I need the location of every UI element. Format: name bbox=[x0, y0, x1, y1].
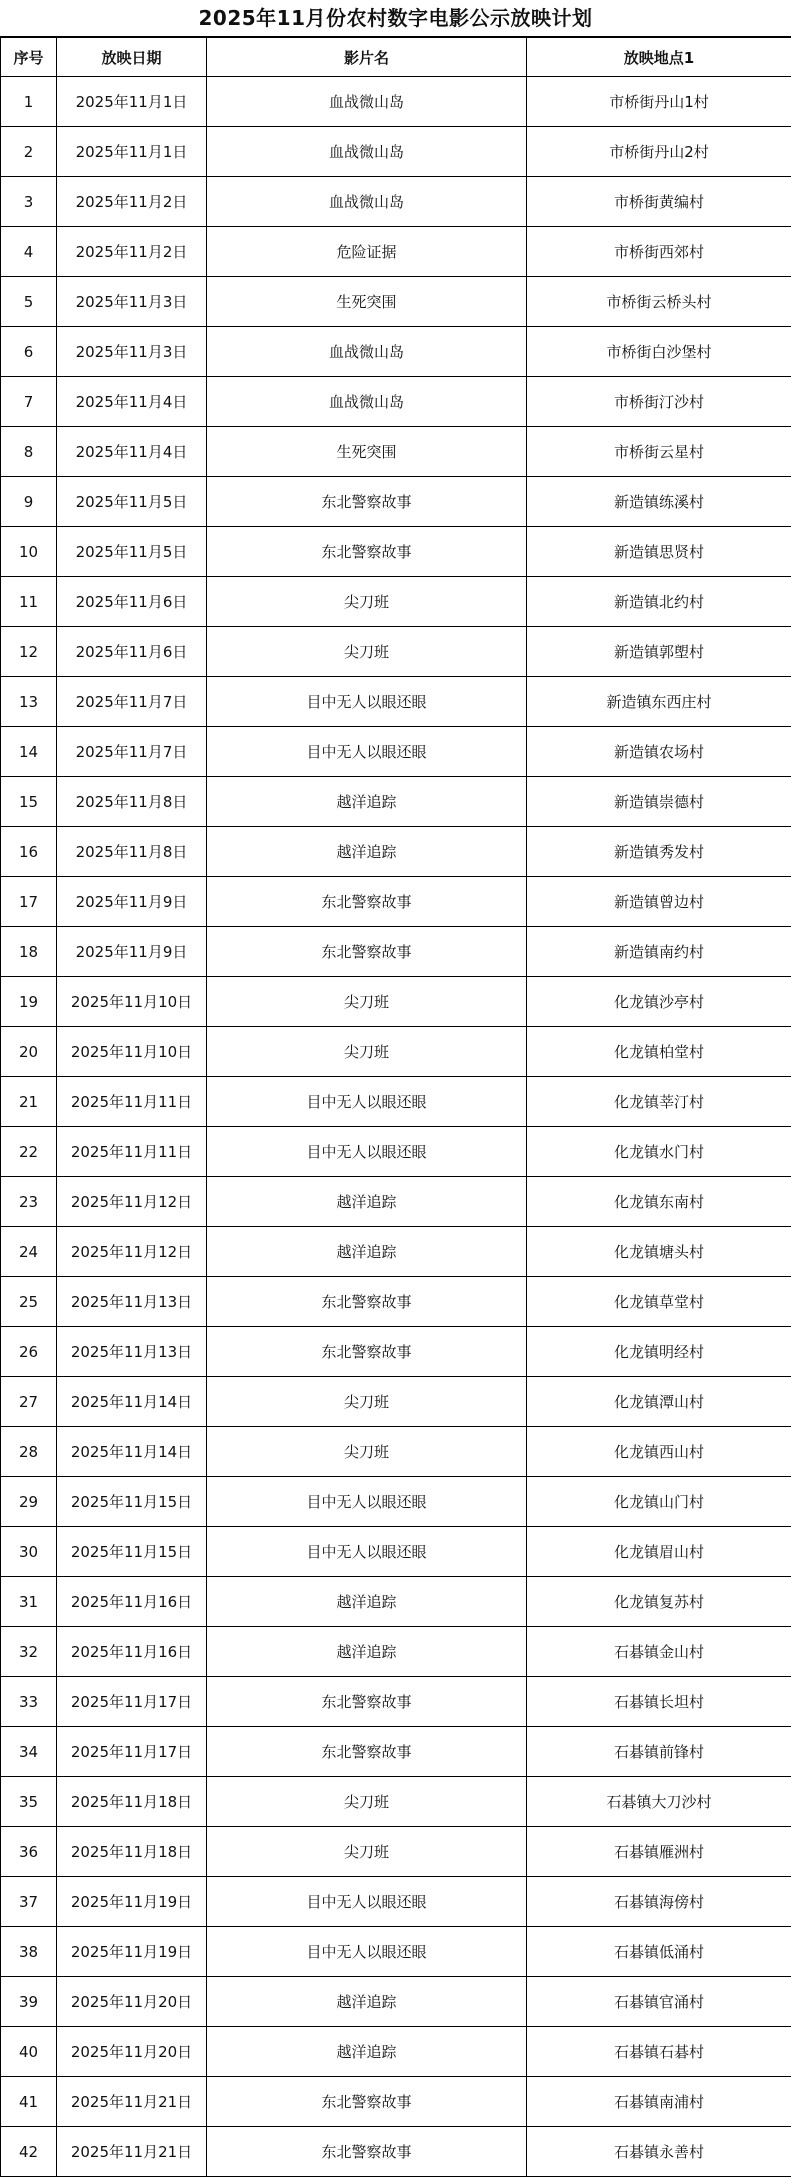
cell-number: 16 bbox=[1, 827, 57, 877]
cell-film: 尖刀班 bbox=[207, 577, 527, 627]
table-row bbox=[1, 1927, 791, 1977]
cell-film: 血战微山岛 bbox=[207, 377, 527, 427]
cell-date: 2025年11月2日 bbox=[57, 227, 207, 277]
cell-number: 34 bbox=[1, 1727, 57, 1777]
table-row bbox=[1, 1427, 791, 1477]
table-row bbox=[1, 1027, 791, 1077]
cell-film: 东北警察故事 bbox=[207, 527, 527, 577]
table-row bbox=[1, 677, 791, 727]
cell-date: 2025年11月1日 bbox=[57, 77, 207, 127]
cell-date: 2025年11月7日 bbox=[57, 677, 207, 727]
cell-location: 化龙镇潭山村 bbox=[527, 1377, 791, 1427]
cell-location: 化龙镇眉山村 bbox=[527, 1527, 791, 1577]
cell-location: 市桥街白沙堡村 bbox=[527, 327, 791, 377]
cell-date: 2025年11月18日 bbox=[57, 1827, 207, 1877]
cell-location: 新造镇秀发村 bbox=[527, 827, 791, 877]
cell-location: 化龙镇复苏村 bbox=[527, 1577, 791, 1627]
table-row bbox=[1, 927, 791, 977]
cell-number: 31 bbox=[1, 1577, 57, 1627]
cell-number: 21 bbox=[1, 1077, 57, 1127]
cell-number: 25 bbox=[1, 1277, 57, 1327]
cell-number: 22 bbox=[1, 1127, 57, 1177]
cell-film: 东北警察故事 bbox=[207, 2127, 527, 2177]
cell-date: 2025年11月14日 bbox=[57, 1427, 207, 1477]
table-row bbox=[1, 1977, 791, 2027]
cell-date: 2025年11月8日 bbox=[57, 777, 207, 827]
cell-location: 新造镇南约村 bbox=[527, 927, 791, 977]
cell-number: 32 bbox=[1, 1627, 57, 1677]
cell-date: 2025年11月21日 bbox=[57, 2127, 207, 2177]
cell-number: 28 bbox=[1, 1427, 57, 1477]
cell-number: 35 bbox=[1, 1777, 57, 1827]
cell-date: 2025年11月17日 bbox=[57, 1677, 207, 1727]
table-row bbox=[1, 377, 791, 427]
cell-number: 36 bbox=[1, 1827, 57, 1877]
cell-number: 27 bbox=[1, 1377, 57, 1427]
cell-number: 18 bbox=[1, 927, 57, 977]
table-row bbox=[1, 1577, 791, 1627]
table-row bbox=[1, 1527, 791, 1577]
cell-location: 石碁镇雁洲村 bbox=[527, 1827, 791, 1877]
cell-date: 2025年11月10日 bbox=[57, 977, 207, 1027]
cell-date: 2025年11月16日 bbox=[57, 1627, 207, 1677]
table-row bbox=[1, 477, 791, 527]
cell-film: 危险证据 bbox=[207, 227, 527, 277]
table-row bbox=[1, 2127, 791, 2177]
table-row bbox=[1, 577, 791, 627]
table-row bbox=[1, 877, 791, 927]
cell-film: 东北警察故事 bbox=[207, 1277, 527, 1327]
cell-film: 血战微山岛 bbox=[207, 327, 527, 377]
table-row bbox=[1, 1227, 791, 1277]
table-row bbox=[1, 427, 791, 477]
cell-location: 化龙镇草堂村 bbox=[527, 1277, 791, 1327]
cell-film: 越洋追踪 bbox=[207, 1977, 527, 2027]
cell-location: 化龙镇水门村 bbox=[527, 1127, 791, 1177]
table-row bbox=[1, 2077, 791, 2127]
cell-film: 越洋追踪 bbox=[207, 1577, 527, 1627]
cell-date: 2025年11月19日 bbox=[57, 1927, 207, 1977]
cell-location: 市桥街西郊村 bbox=[527, 227, 791, 277]
cell-number: 33 bbox=[1, 1677, 57, 1727]
cell-date: 2025年11月15日 bbox=[57, 1477, 207, 1527]
table-row bbox=[1, 727, 791, 777]
cell-film: 目中无人以眼还眼 bbox=[207, 1927, 527, 1977]
cell-film: 东北警察故事 bbox=[207, 877, 527, 927]
cell-film: 目中无人以眼还眼 bbox=[207, 1527, 527, 1577]
cell-number: 40 bbox=[1, 2027, 57, 2077]
table-row bbox=[1, 1327, 791, 1377]
table-row bbox=[1, 827, 791, 877]
cell-date: 2025年11月20日 bbox=[57, 1977, 207, 2027]
cell-film: 目中无人以眼还眼 bbox=[207, 1477, 527, 1527]
cell-date: 2025年11月6日 bbox=[57, 627, 207, 677]
cell-location: 石碁镇官涌村 bbox=[527, 1977, 791, 2027]
cell-location: 市桥街丹山2村 bbox=[527, 127, 791, 177]
table-row bbox=[1, 77, 791, 127]
cell-date: 2025年11月20日 bbox=[57, 2027, 207, 2077]
cell-date: 2025年11月4日 bbox=[57, 377, 207, 427]
table-row bbox=[1, 1777, 791, 1827]
cell-location: 新造镇崇德村 bbox=[527, 777, 791, 827]
cell-location: 化龙镇沙亭村 bbox=[527, 977, 791, 1027]
cell-date: 2025年11月16日 bbox=[57, 1577, 207, 1627]
table-row bbox=[1, 1377, 791, 1427]
cell-film: 目中无人以眼还眼 bbox=[207, 727, 527, 777]
cell-number: 3 bbox=[1, 177, 57, 227]
cell-date: 2025年11月1日 bbox=[57, 127, 207, 177]
cell-film: 越洋追踪 bbox=[207, 1627, 527, 1677]
cell-date: 2025年11月19日 bbox=[57, 1877, 207, 1927]
cell-date: 2025年11月18日 bbox=[57, 1777, 207, 1827]
cell-number: 1 bbox=[1, 77, 57, 127]
cell-location: 新造镇农场村 bbox=[527, 727, 791, 777]
cell-date: 2025年11月5日 bbox=[57, 527, 207, 577]
cell-number: 6 bbox=[1, 327, 57, 377]
cell-location: 化龙镇西山村 bbox=[527, 1427, 791, 1477]
cell-location: 石碁镇永善村 bbox=[527, 2127, 791, 2177]
cell-location: 石碁镇低涌村 bbox=[527, 1927, 791, 1977]
table-row bbox=[1, 177, 791, 227]
cell-number: 30 bbox=[1, 1527, 57, 1577]
cell-location: 石碁镇大刀沙村 bbox=[527, 1777, 791, 1827]
table-row bbox=[1, 1727, 791, 1777]
cell-number: 10 bbox=[1, 527, 57, 577]
cell-date: 2025年11月6日 bbox=[57, 577, 207, 627]
table-row bbox=[1, 777, 791, 827]
table-row bbox=[1, 527, 791, 577]
cell-date: 2025年11月10日 bbox=[57, 1027, 207, 1077]
cell-date: 2025年11月11日 bbox=[57, 1127, 207, 1177]
cell-location: 市桥街丹山1村 bbox=[527, 77, 791, 127]
cell-location: 新造镇北约村 bbox=[527, 577, 791, 627]
cell-number: 26 bbox=[1, 1327, 57, 1377]
cell-location: 新造镇思贤村 bbox=[527, 527, 791, 577]
cell-location: 石碁镇金山村 bbox=[527, 1627, 791, 1677]
cell-date: 2025年11月11日 bbox=[57, 1077, 207, 1127]
table-row bbox=[1, 1827, 791, 1877]
cell-date: 2025年11月21日 bbox=[57, 2077, 207, 2127]
cell-film: 尖刀班 bbox=[207, 1377, 527, 1427]
cell-number: 4 bbox=[1, 227, 57, 277]
column-header-date: 放映日期 bbox=[57, 38, 207, 77]
cell-date: 2025年11月14日 bbox=[57, 1377, 207, 1427]
cell-number: 2 bbox=[1, 127, 57, 177]
cell-location: 新造镇曾边村 bbox=[527, 877, 791, 927]
cell-date: 2025年11月5日 bbox=[57, 477, 207, 527]
cell-location: 市桥街黄编村 bbox=[527, 177, 791, 227]
cell-film: 越洋追踪 bbox=[207, 827, 527, 877]
cell-film: 目中无人以眼还眼 bbox=[207, 677, 527, 727]
cell-number: 17 bbox=[1, 877, 57, 927]
cell-date: 2025年11月17日 bbox=[57, 1727, 207, 1777]
table-row bbox=[1, 1127, 791, 1177]
table-row bbox=[1, 1677, 791, 1727]
cell-location: 新造镇郭塱村 bbox=[527, 627, 791, 677]
table-row bbox=[1, 1077, 791, 1127]
cell-film: 目中无人以眼还眼 bbox=[207, 1877, 527, 1927]
cell-date: 2025年11月3日 bbox=[57, 277, 207, 327]
cell-date: 2025年11月12日 bbox=[57, 1227, 207, 1277]
cell-location: 新造镇练溪村 bbox=[527, 477, 791, 527]
column-header-film: 影片名 bbox=[207, 38, 527, 77]
cell-film: 东北警察故事 bbox=[207, 477, 527, 527]
cell-film: 尖刀班 bbox=[207, 1827, 527, 1877]
table-row bbox=[1, 1177, 791, 1227]
cell-film: 生死突围 bbox=[207, 277, 527, 327]
cell-film: 尖刀班 bbox=[207, 977, 527, 1027]
cell-film: 生死突围 bbox=[207, 427, 527, 477]
cell-film: 东北警察故事 bbox=[207, 2077, 527, 2127]
cell-location: 化龙镇东南村 bbox=[527, 1177, 791, 1227]
cell-location: 石碁镇前锋村 bbox=[527, 1727, 791, 1777]
cell-location: 化龙镇柏堂村 bbox=[527, 1027, 791, 1077]
table-row bbox=[1, 1277, 791, 1327]
cell-date: 2025年11月13日 bbox=[57, 1327, 207, 1377]
cell-film: 血战微山岛 bbox=[207, 177, 527, 227]
table-row bbox=[1, 1877, 791, 1927]
cell-film: 尖刀班 bbox=[207, 1027, 527, 1077]
cell-location: 化龙镇山门村 bbox=[527, 1477, 791, 1527]
cell-location: 石碁镇石碁村 bbox=[527, 2027, 791, 2077]
cell-number: 12 bbox=[1, 627, 57, 677]
cell-film: 越洋追踪 bbox=[207, 1177, 527, 1227]
cell-number: 20 bbox=[1, 1027, 57, 1077]
cell-film: 东北警察故事 bbox=[207, 927, 527, 977]
cell-date: 2025年11月4日 bbox=[57, 427, 207, 477]
column-header-number: 序号 bbox=[1, 38, 57, 77]
cell-location: 化龙镇莘汀村 bbox=[527, 1077, 791, 1127]
cell-number: 24 bbox=[1, 1227, 57, 1277]
table-row bbox=[1, 2027, 791, 2077]
cell-number: 5 bbox=[1, 277, 57, 327]
cell-number: 42 bbox=[1, 2127, 57, 2177]
cell-date: 2025年11月12日 bbox=[57, 1177, 207, 1227]
cell-film: 越洋追踪 bbox=[207, 1227, 527, 1277]
cell-film: 越洋追踪 bbox=[207, 2027, 527, 2077]
cell-date: 2025年11月9日 bbox=[57, 877, 207, 927]
cell-number: 13 bbox=[1, 677, 57, 727]
cell-film: 尖刀班 bbox=[207, 627, 527, 677]
cell-date: 2025年11月3日 bbox=[57, 327, 207, 377]
table-row bbox=[1, 127, 791, 177]
page-title: 2025年11月份农村数字电影公示放映计划 bbox=[0, 0, 791, 37]
cell-number: 38 bbox=[1, 1927, 57, 1977]
cell-date: 2025年11月7日 bbox=[57, 727, 207, 777]
cell-film: 目中无人以眼还眼 bbox=[207, 1077, 527, 1127]
cell-date: 2025年11月13日 bbox=[57, 1277, 207, 1327]
cell-date: 2025年11月8日 bbox=[57, 827, 207, 877]
cell-number: 39 bbox=[1, 1977, 57, 2027]
table-body bbox=[1, 77, 791, 2177]
cell-film: 尖刀班 bbox=[207, 1427, 527, 1477]
cell-location: 市桥街云桥头村 bbox=[527, 277, 791, 327]
cell-film: 东北警察故事 bbox=[207, 1677, 527, 1727]
cell-number: 8 bbox=[1, 427, 57, 477]
cell-number: 9 bbox=[1, 477, 57, 527]
table-row bbox=[1, 977, 791, 1027]
cell-date: 2025年11月15日 bbox=[57, 1527, 207, 1577]
cell-location: 化龙镇明经村 bbox=[527, 1327, 791, 1377]
cell-number: 14 bbox=[1, 727, 57, 777]
cell-film: 尖刀班 bbox=[207, 1777, 527, 1827]
cell-number: 23 bbox=[1, 1177, 57, 1227]
cell-location: 市桥街云星村 bbox=[527, 427, 791, 477]
cell-location: 新造镇东西庄村 bbox=[527, 677, 791, 727]
cell-location: 化龙镇塘头村 bbox=[527, 1227, 791, 1277]
cell-location: 市桥街汀沙村 bbox=[527, 377, 791, 427]
table-row bbox=[1, 1627, 791, 1677]
table-row bbox=[1, 277, 791, 327]
table-header-row bbox=[1, 38, 791, 77]
cell-number: 29 bbox=[1, 1477, 57, 1527]
table-row bbox=[1, 327, 791, 377]
cell-date: 2025年11月9日 bbox=[57, 927, 207, 977]
cell-number: 15 bbox=[1, 777, 57, 827]
cell-film: 血战微山岛 bbox=[207, 127, 527, 177]
table-row bbox=[1, 1477, 791, 1527]
cell-film: 目中无人以眼还眼 bbox=[207, 1127, 527, 1177]
table-row bbox=[1, 227, 791, 277]
cell-number: 19 bbox=[1, 977, 57, 1027]
cell-film: 东北警察故事 bbox=[207, 1327, 527, 1377]
cell-film: 越洋追踪 bbox=[207, 777, 527, 827]
cell-film: 血战微山岛 bbox=[207, 77, 527, 127]
cell-date: 2025年11月2日 bbox=[57, 177, 207, 227]
cell-number: 41 bbox=[1, 2077, 57, 2127]
cell-number: 37 bbox=[1, 1877, 57, 1927]
table-row bbox=[1, 627, 791, 677]
cell-number: 11 bbox=[1, 577, 57, 627]
cell-location: 石碁镇长坦村 bbox=[527, 1677, 791, 1727]
column-header-location: 放映地点1 bbox=[527, 38, 791, 77]
cell-location: 石碁镇南浦村 bbox=[527, 2077, 791, 2127]
cell-film: 东北警察故事 bbox=[207, 1727, 527, 1777]
cell-location: 石碁镇海傍村 bbox=[527, 1877, 791, 1927]
cell-number: 7 bbox=[1, 377, 57, 427]
screening-table bbox=[0, 37, 791, 2177]
